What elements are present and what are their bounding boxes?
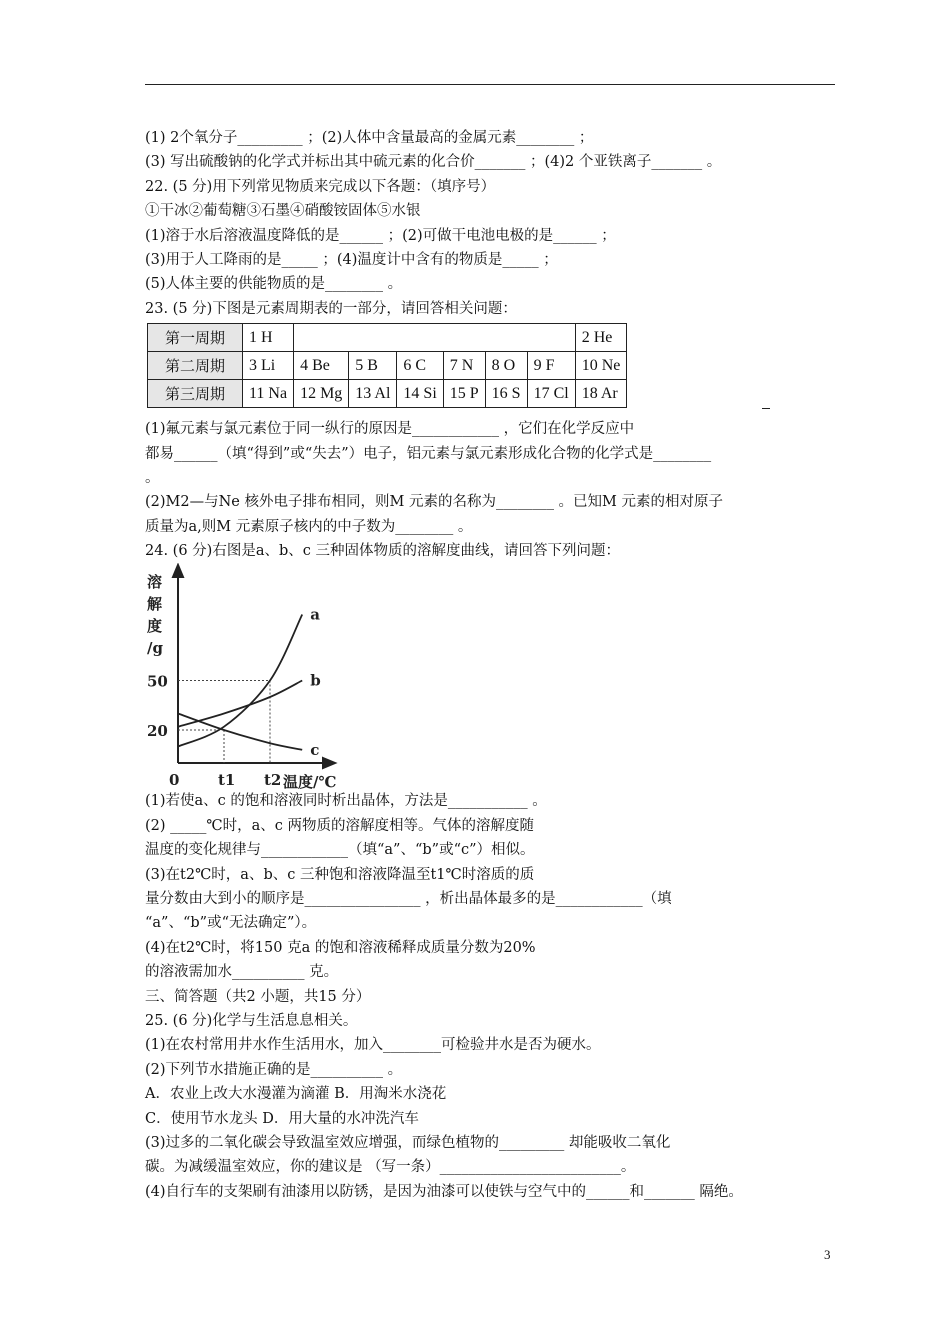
solubility-chart-wrap (145, 563, 845, 789)
question-line: (2) _____℃时，a、c 两物质的溶解度相等。气体的溶解度随 (145, 817, 534, 834)
x-axis-arrow (323, 758, 335, 768)
question-line: (3) 写出硫酸钠的化学式并标出其中硫元素的化合价_______ ；(4)2 个亚铁离子_______ 。 (145, 154, 722, 171)
element-cell: 16 S (485, 380, 527, 408)
question-line: 的溶液需加水__________ 克。 (145, 964, 339, 981)
question-line: 24. (6 分)右图是a、b、c 三种固体物质的溶解度曲线，请回答下列问题： (145, 543, 620, 560)
series-label-b: b (310, 671, 321, 690)
element-cell: 12 Mg (294, 380, 349, 408)
series-label-c: c (310, 741, 320, 760)
question-line: (2)M2—与Ne 核外电子排布相同，则M 元素的名称为________ 。已知M 元素的相对原子 (145, 494, 724, 511)
element-cell: 14 Si (397, 380, 443, 408)
element-cell: 7 N (443, 352, 485, 380)
question-line: (5)人体主要的供能物质的是________ 。 (145, 276, 403, 293)
x-tick-label: t1 (218, 771, 236, 790)
empty-cell (294, 324, 576, 352)
chart-axes (173, 565, 335, 768)
element-cell: 9 F (527, 352, 575, 380)
question-line: 23. (5 分)下图是元素周期表的一部分，请回答相关问题： (145, 300, 517, 317)
y-axis-label: 解 (147, 595, 163, 614)
periodic-table (147, 323, 627, 408)
guide-lines (178, 681, 270, 764)
question-line: 量分数由大到小的顺序是________________ ，析出晶体最多的是____________（填 (145, 891, 672, 908)
table-row (148, 352, 627, 380)
y-tick-label: 20 (147, 722, 168, 741)
question-line: (1) 2个氧分子_________ ；(2)人体中含量最高的金属元素________ ； (145, 130, 594, 146)
element-cell: 10 Ne (575, 352, 627, 380)
x-axis-label: 温度/℃ (283, 773, 337, 790)
question-line: (4)在t2℃时，将150 克a 的饱和溶液稀释成质量分数为20% (145, 939, 536, 956)
option-line: A．农业上改大水漫灌为滴灌 B．用淘米水浇花 (145, 1086, 447, 1103)
page-content (145, 126, 845, 1204)
question-line: (1)若使a、c 的饱和溶液同时析出晶体，方法是___________ 。 (145, 793, 547, 810)
question-line: (1)溶于水后溶液温度降低的是______ ；(2)可做干电池电极的是______ ； (145, 227, 616, 244)
question-line: (3)用于人工降雨的是_____ ；(4)温度计中含有的物质是_____ ； (145, 251, 558, 268)
question-line: (2)下列节水措施正确的是__________ 。 (145, 1061, 403, 1078)
question-line: 25. (6 分)化学与生活息息相关。 (145, 1012, 358, 1029)
series-label-a: a (310, 605, 320, 624)
stray-dash (762, 408, 770, 409)
x-tick-label: 0 (169, 771, 180, 790)
element-cell: 6 C (397, 352, 443, 380)
element-cell: 17 Cl (527, 380, 575, 408)
element-cell: 2 He (575, 324, 627, 352)
page-number: 3 (824, 1247, 831, 1262)
period-label: 第二周期 (148, 352, 243, 380)
y-tick-label: 50 (147, 672, 168, 691)
curve-a (178, 615, 302, 747)
x-tick-label: t2 (264, 771, 282, 790)
element-cell: 13 Al (349, 380, 397, 408)
question-line: (3)过多的二氧化碳会导致温室效应增强，而绿色植物的_________ 却能吸收二氧化 (145, 1134, 671, 1151)
curve-c (178, 714, 302, 750)
option-line: C．使用节水龙头 D．用大量的水冲洗汽车 (145, 1110, 419, 1127)
y-axis-label: /g (147, 639, 163, 658)
question-line: (3)在t2℃时，a、b、c 三种饱和溶液降温至t1℃时溶质的质 (145, 866, 535, 883)
question-line: 质量为a,则M 元素原子核内的中子数为________ 。 (145, 518, 473, 535)
question-line: (4)自行车的支架刷有油漆用以防锈，是因为油漆可以使铁与空气中的______和_______ 隔绝。 (145, 1183, 743, 1200)
y-axis-arrow (173, 565, 183, 577)
chart-labels (147, 573, 336, 789)
element-cell: 1 H (243, 324, 294, 352)
periodic-table-wrap (145, 323, 845, 415)
question-line: 。 (145, 469, 160, 486)
question-line: 碳。为减缓温室效应，你的建议是 （写一条）_________________________。 (145, 1159, 636, 1176)
section-heading: 三、简答题（共2 小题，共15 分） (145, 988, 371, 1005)
element-cell: 3 Li (243, 352, 294, 380)
element-cell: 5 B (349, 352, 397, 380)
question-line: (1)氟元素与氯元素位于同一纵行的原因是____________ ，它们在化学反应中 (145, 421, 635, 438)
element-cell: 15 P (443, 380, 485, 408)
element-cell: 11 Na (243, 380, 294, 408)
element-cell: 18 Ar (575, 380, 627, 408)
element-cell: 4 Be (294, 352, 349, 380)
period-label: 第三周期 (148, 380, 243, 408)
question-line: 温度的变化规律与____________（填“a”、“b”或“c”）相似。 (145, 842, 535, 859)
question-line: 都易______（填“得到”或“失去”）电子，铝元素与氯元素形成化合物的化学式是________ (145, 445, 712, 462)
question-line: (1)在农村常用井水作生活用水，加入________可检验井水是否为硬水。 (145, 1037, 601, 1054)
question-line: “a”、“b”或“无法确定”）。 (145, 915, 317, 932)
question-line: 22. (5 分)用下列常见物质来完成以下各题：（填序号） (145, 178, 496, 195)
solubility-chart (145, 563, 365, 789)
table-row (148, 380, 627, 408)
period-label: 第一周期 (148, 324, 243, 352)
y-axis-label: 溶 (147, 573, 163, 592)
header-rule (145, 84, 835, 85)
table-row (148, 324, 627, 352)
curves (178, 615, 302, 750)
question-line: ①干冰②葡萄糖③石墨④硝酸铵固体⑤水银 (145, 203, 421, 220)
y-axis-label: 度 (147, 617, 163, 636)
element-cell: 8 O (485, 352, 527, 380)
